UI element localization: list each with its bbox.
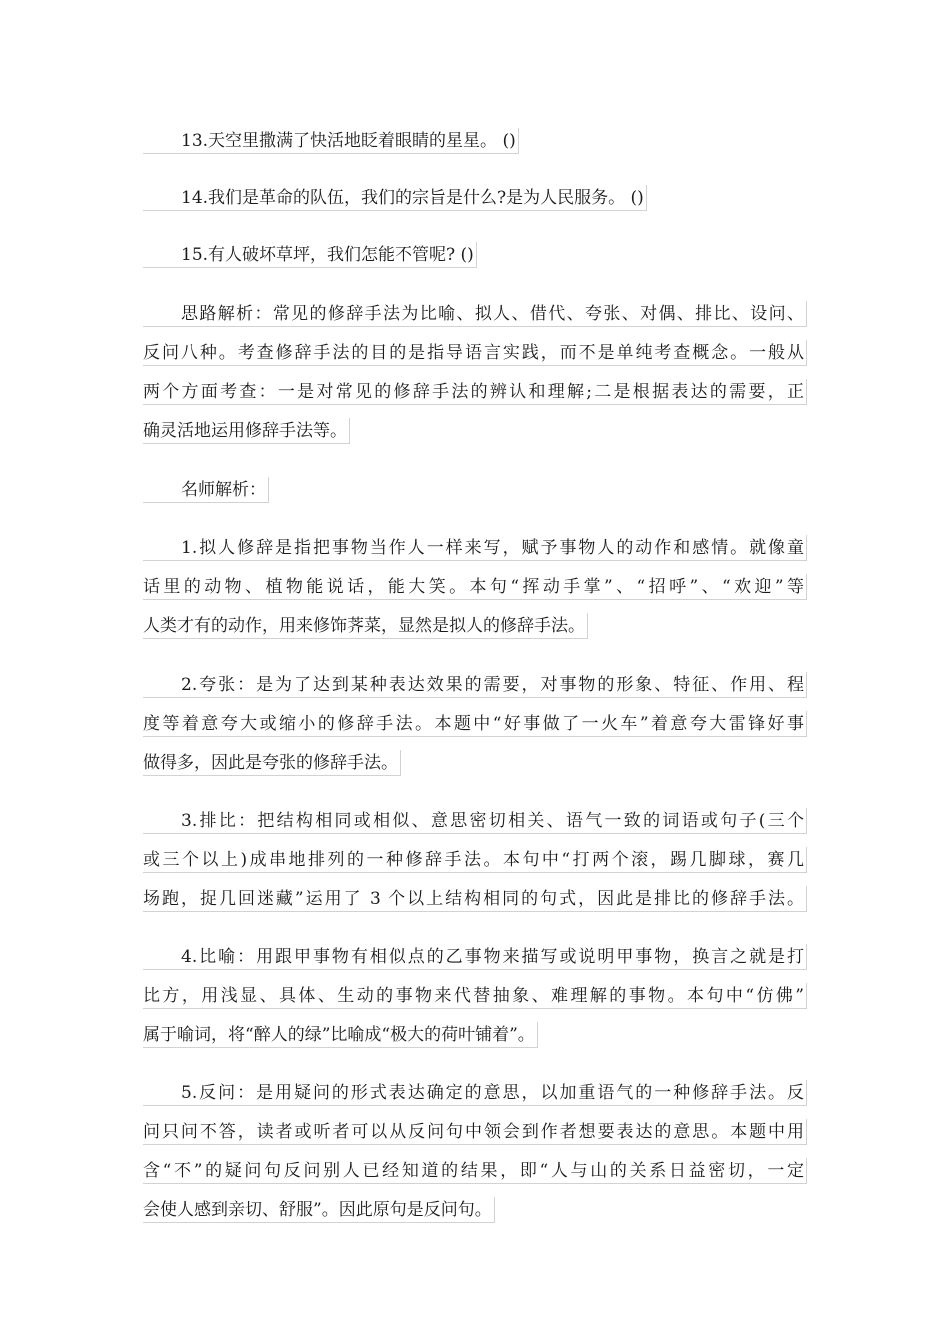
question-13: 13.天空里撒满了快活地眨着眼睛的星星。 () xyxy=(143,128,519,154)
explanation-line: 1.拟人修辞是指把事物当作人一样来写，赋予事物人的动作和感情。就像童 xyxy=(143,535,807,561)
analysis-line: 思路解析：常见的修辞手法为比喻、拟人、借代、夸张、对偶、排比、设问、 xyxy=(143,301,807,327)
question-15: 15.有人破坏草坪，我们怎能不管呢? () xyxy=(143,242,477,268)
explanation-line: 5.反问：是用疑问的形式表达确定的意思，以加重语气的一种修辞手法。反 xyxy=(143,1080,807,1106)
teacher-analysis-heading: 名师解析： xyxy=(143,477,269,503)
explanation-line: 属于喻词，将“醉人的绿”比喻成“极大的荷叶铺着”。 xyxy=(143,1022,538,1048)
explanation-line: 3.排比：把结构相同或相似、意思密切相关、语气一致的词语或句子(三个 xyxy=(143,808,807,834)
explanation-line: 含“不”的疑问句反问别人已经知道的结果，即“人与山的关系日益密切，一定 xyxy=(143,1158,807,1184)
question-14: 14.我们是革命的队伍，我们的宗旨是什么?是为人民服务。 () xyxy=(143,185,647,211)
explanation-line: 度等着意夸大或缩小的修辞手法。本题中“好事做了一火车”着意夸大雷锋好事 xyxy=(143,711,807,737)
explanation-line: 4.比喻：用跟甲事物有相似点的乙事物来描写或说明甲事物，换言之就是打 xyxy=(143,944,807,970)
explanation-line: 人类才有的动作，用来修饰荠菜，显然是拟人的修辞手法。 xyxy=(143,613,588,639)
analysis-line: 确灵活地运用修辞手法等。 xyxy=(143,418,350,444)
explanation-line: 或三个以上)成串地排列的一种修辞手法。本句中“打两个滚，踢几脚球，赛几 xyxy=(143,847,807,873)
explanation-line: 话里的动物、植物能说话，能大笑。本句“挥动手掌”、“招呼”、“欢迎”等 xyxy=(143,574,807,600)
explanation-line: 比方，用浅显、具体、生动的事物来代替抽象、难理解的事物。本句中“仿佛” xyxy=(143,983,807,1009)
explanation-line: 问只问不答，读者或听者可以从反问句中领会到作者想要表达的意思。本题中用 xyxy=(143,1119,807,1145)
analysis-line: 两个方面考查：一是对常见的修辞手法的辨认和理解;二是根据表达的需要，正 xyxy=(143,379,807,405)
analysis-line: 反问八种。考查修辞手法的目的是指导语言实践，而不是单纯考查概念。一般从 xyxy=(143,340,807,366)
explanation-line: 做得多，因此是夸张的修辞手法。 xyxy=(143,750,401,776)
explanation-line: 会使人感到亲切、舒服”。因此原句是反问句。 xyxy=(143,1197,495,1223)
explanation-line: 场跑，捉几回迷藏”运用了 3 个以上结构相同的句式，因此是排比的修辞手法。 xyxy=(143,886,807,912)
explanation-line: 2.夸张：是为了达到某种表达效果的需要，对事物的形象、特征、作用、程 xyxy=(143,672,807,698)
